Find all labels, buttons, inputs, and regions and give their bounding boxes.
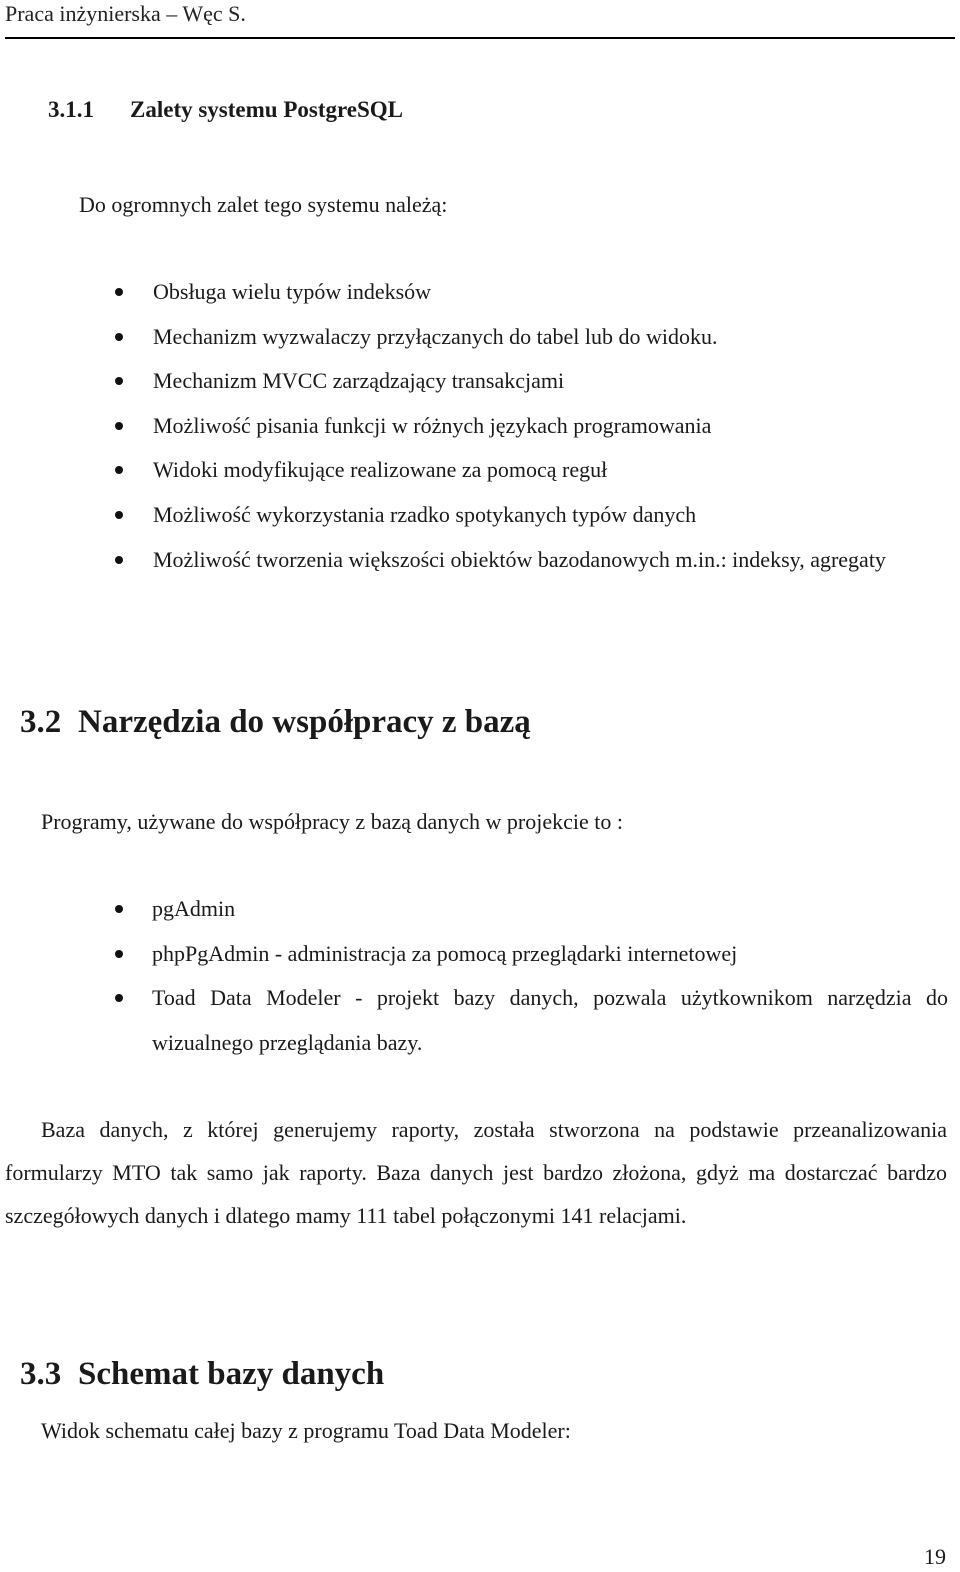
database-description-paragraph xyxy=(5,1108,947,1237)
list-item: pgAdmin xyxy=(152,887,948,932)
list-item: phpPgAdmin - administracja za pomocą przeglądarki internetowej xyxy=(152,932,948,977)
list-item: Możliwość tworzenia większości obiektów bazodanowych m.in.: indeksy, agregaty xyxy=(153,538,948,583)
list-item: Możliwość pisania funkcji w różnych językach programowania xyxy=(153,404,948,449)
header-title: Praca inżynierska – Węc S. xyxy=(5,1,246,26)
subsection-title: Zalety systemu PostgreSQL xyxy=(130,97,404,122)
list-item: Mechanizm wyzwalaczy przyłączanych do tabel lub do widoku. xyxy=(153,315,948,360)
section-heading-3-3 xyxy=(20,1354,384,1394)
section-3-3-intro: Widok schematu całej bazy z programu Toad Data Modeler: xyxy=(41,1418,571,1443)
page-header xyxy=(5,0,955,39)
section-number: 3.2 xyxy=(20,704,62,740)
list-item: Możliwość wykorzystania rzadko spotykanych typów danych xyxy=(153,493,948,538)
postgresql-advantages-list xyxy=(153,270,948,582)
tools-list xyxy=(152,887,948,1065)
subsection-number: 3.1.1 xyxy=(48,97,94,122)
section-number: 3.3 xyxy=(20,1356,62,1392)
section-3-2-intro: Programy, używane do współpracy z bazą danych w projekcie to : xyxy=(41,809,623,834)
list-item: Toad Data Modeler - projekt bazy danych, pozwala użytkownikom narzędzia do wizualnego przeglądania bazy. xyxy=(152,976,948,1065)
list-item: Widoki modyfikujące realizowane za pomocą reguł xyxy=(153,448,948,493)
list-item: Mechanizm MVCC zarządzający transakcjami xyxy=(153,359,948,404)
section-title: Narzędzia do współpracy z bazą xyxy=(78,704,531,740)
subsection-heading-3-1-1 xyxy=(48,97,403,123)
section-heading-3-2 xyxy=(20,702,531,742)
page-number: 19 xyxy=(924,1544,946,1569)
list-item: Obsługa wielu typów indeksów xyxy=(153,270,948,315)
section-3-1-1-intro: Do ogromnych zalet tego systemu należą: xyxy=(79,192,448,217)
paragraph-text: Baza danych, z której generujemy raporty, została stworzona na podstawie przeanalizowania formularzy MTO tak samo jak raporty. Baza danych jest bardzo złożona, gdyż ma dostarczać bardzo szczegółowych danych i dlatego mamy 111 tabel połączonymi 141 relacjami. xyxy=(5,1117,947,1228)
section-title: Schemat bazy danych xyxy=(78,1356,385,1392)
